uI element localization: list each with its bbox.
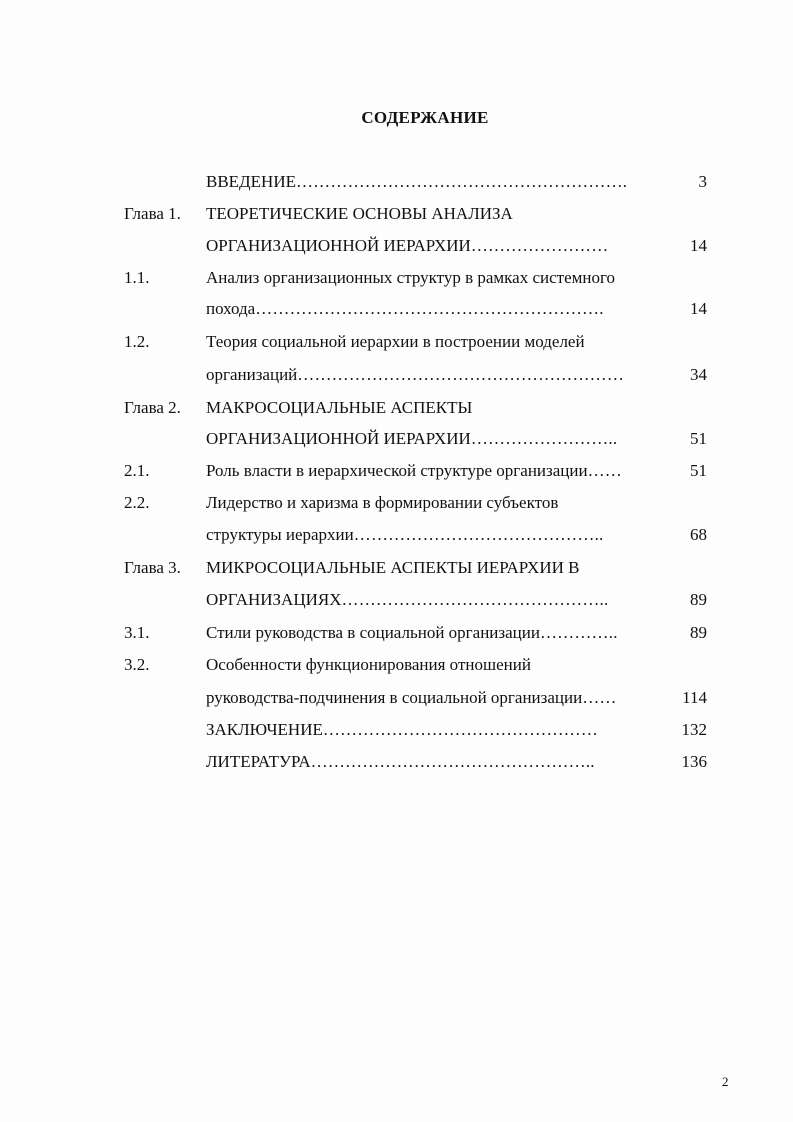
toc-entry-section-1-2-cont <box>0 363 793 387</box>
toc-entry-title: ВВЕДЕНИЕ…………………………………………………. <box>206 172 628 191</box>
toc-entry-number: 2.1. <box>124 461 150 480</box>
toc-entry-title: МИКРОСОЦИАЛЬНЫЕ АСПЕКТЫ ИЕРАРХИИ В <box>206 558 580 577</box>
toc-entry-title-cont: ОРГАНИЗАЦИЯХ……………………………………….. <box>206 590 609 609</box>
toc-entry-chapter-3-cont <box>0 588 793 612</box>
toc-title: СОДЕРЖАНИЕ <box>361 108 489 127</box>
toc-entry-title-cont: структуры иерархии…………………………………….. <box>206 525 604 544</box>
toc-entry-chapter-2-cont <box>0 427 793 451</box>
toc-entry-page: 114 <box>682 688 707 707</box>
toc-entry-title: Особенности функционирования отношений <box>206 655 531 674</box>
toc-entry-page: 136 <box>681 752 707 771</box>
toc-entry-title: Анализ организационных структур в рамках системного <box>206 268 616 287</box>
toc-entry-number: Глава 1. <box>124 204 181 223</box>
toc-entry-section-2-2 <box>0 491 793 515</box>
toc-entry-title-cont: руководства-подчинения в социальной организации…… <box>206 688 617 707</box>
toc-entry-title: ЗАКЛЮЧЕНИЕ………………………………………… <box>206 720 599 739</box>
toc-entry-page: 89 <box>690 590 707 609</box>
toc-entry-page: 132 <box>681 720 707 739</box>
toc-entry-chapter-3 <box>0 556 793 580</box>
toc-entry-title: Стили руководства в социальной организации………….. <box>206 623 618 642</box>
toc-entry-page: 34 <box>690 365 707 384</box>
toc-entry-title-cont: похода……………………………………………………. <box>206 299 604 318</box>
toc-entry-section-3-2-cont <box>0 686 793 710</box>
toc-entry-title: МАКРОСОЦИАЛЬНЫЕ АСПЕКТЫ <box>206 398 473 417</box>
toc-entry-introduction <box>0 170 793 194</box>
toc-entry-number: 3.2. <box>124 655 150 674</box>
toc-entry-number: Глава 3. <box>124 558 181 577</box>
toc-entry-chapter-2 <box>0 396 793 420</box>
toc-entry-title-cont: ОРГАНИЗАЦИОННОЙ ИЕРАРХИИ…………………… <box>206 236 609 255</box>
toc-entry-references <box>0 750 793 774</box>
toc-entry-title: ТЕОРЕТИЧЕСКИЕ ОСНОВЫ АНАЛИЗА <box>206 204 513 223</box>
toc-entry-number: 1.1. <box>124 268 150 287</box>
toc-entry-chapter-1 <box>0 202 793 226</box>
toc-entry-page: 14 <box>690 299 707 318</box>
toc-entry-conclusion <box>0 718 793 742</box>
toc-entry-page: 51 <box>690 429 707 448</box>
toc-entry-title: ЛИТЕРАТУРА………………………………………….. <box>206 752 595 771</box>
toc-entry-section-1-1 <box>0 266 793 290</box>
toc-entry-section-1-1-cont <box>0 297 793 321</box>
toc-entry-page: 14 <box>690 236 707 255</box>
toc-entry-title-cont: организаций………………………………………………… <box>206 365 625 384</box>
toc-entry-title: Лидерство и харизма в формировании субъектов <box>206 493 559 512</box>
toc-entry-chapter-1-cont <box>0 234 793 258</box>
toc-entry-section-2-1 <box>0 459 793 483</box>
toc-entry-title: Роль власти в иерархической структуре организации…… <box>206 461 622 480</box>
toc-entry-number: Глава 2. <box>124 398 181 417</box>
page-number: 2 <box>722 1074 729 1089</box>
toc-entry-section-2-2-cont <box>0 523 793 547</box>
toc-entry-page: 51 <box>690 461 707 480</box>
toc-entry-page: 3 <box>698 172 707 191</box>
toc-entry-title-cont: ОРГАНИЗАЦИОННОЙ ИЕРАРХИИ…………………….. <box>206 429 618 448</box>
toc-entry-section-3-2 <box>0 653 793 677</box>
toc-entry-title: Теория социальной иерархии в построении моделей <box>206 332 585 351</box>
toc-entry-page: 68 <box>690 525 707 544</box>
toc-entry-number: 1.2. <box>124 332 150 351</box>
toc-entry-number: 2.2. <box>124 493 150 512</box>
toc-entry-section-3-1 <box>0 621 793 645</box>
toc-entry-section-1-2 <box>0 330 793 354</box>
toc-entry-page: 89 <box>690 623 707 642</box>
toc-entry-number: 3.1. <box>124 623 150 642</box>
